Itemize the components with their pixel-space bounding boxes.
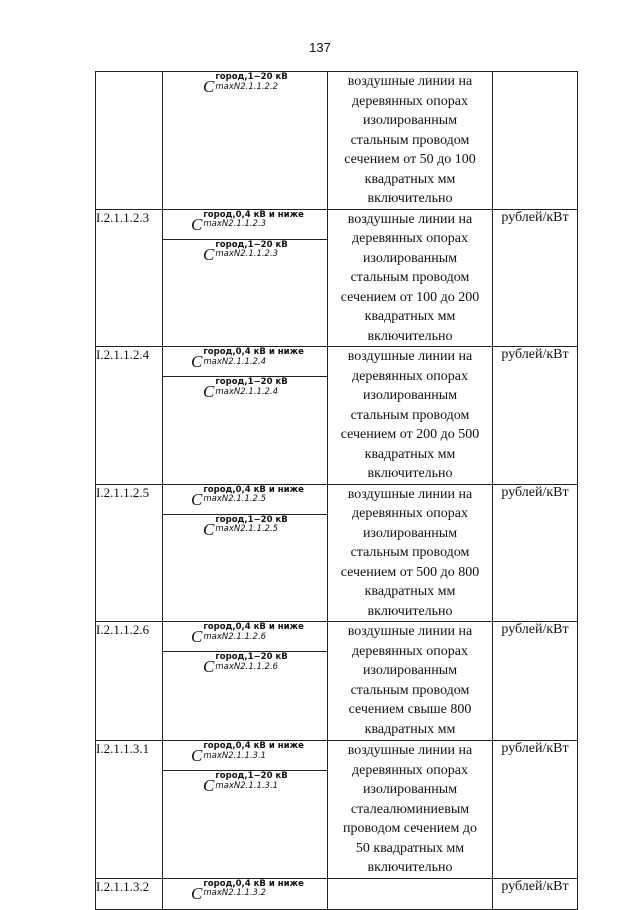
rate-symbol-letter: C [191, 214, 203, 234]
rate-symbol-letter: C [191, 883, 203, 903]
description-line: сечением от 200 до 500 [340, 427, 480, 442]
rate-symbols-cell [163, 741, 328, 879]
description-line: стальным проводом [350, 545, 470, 560]
description-line: деревянных опорах [351, 762, 468, 778]
line-description [328, 347, 493, 485]
rate-symbol-subscript: maxN2.1.1.2.3 [215, 249, 279, 259]
description-line: стальным проводом [350, 270, 470, 285]
description-line: квадратных мм [364, 721, 456, 737]
rate-symbol-superscript: город,0,4 кВ и ниже [203, 209, 304, 220]
unit-of-measure: рублей/кВт [493, 878, 578, 909]
rate-symbol [163, 741, 327, 771]
rate-symbol [163, 377, 327, 407]
rate-symbol [163, 347, 327, 377]
line-description [328, 72, 493, 210]
rate-symbol [163, 515, 327, 545]
rate-symbol-subscript: maxN2.1.1.3.1 [203, 750, 267, 761]
rate-symbol-letter: C [203, 776, 215, 795]
rate-symbol-subscript: maxN2.1.1.2.3 [203, 219, 267, 229]
rate-symbol-letter: C [191, 489, 203, 509]
rate-symbol-letter: C [203, 382, 215, 401]
description-line: сечением от 50 до 100 [344, 152, 476, 167]
page-number: 137 [309, 40, 331, 55]
row-code: I.2.1.1.3.2 [96, 878, 163, 909]
rate-symbol [163, 622, 327, 652]
description-line: сечением свыше 800 [348, 702, 472, 717]
rate-symbols-cell [163, 209, 328, 347]
table-row [96, 72, 578, 210]
description-line: 50 квадратных мм [355, 840, 465, 856]
description-line: изолированным [362, 782, 458, 797]
unit-of-measure: рублей/кВт [493, 741, 578, 879]
description-line: изолированным [362, 388, 458, 403]
row-code: I.2.1.1.2.3 [96, 209, 163, 347]
line-description [328, 622, 493, 741]
tariff-table-body [96, 72, 578, 910]
rate-symbols-cell [163, 347, 328, 485]
row-code: I.2.1.1.3.1 [96, 741, 163, 879]
description-line: изолированным [362, 525, 458, 541]
description-line: включительно [367, 603, 453, 619]
description-line: включительно [367, 860, 453, 875]
rate-symbol-subscript: maxN2.1.1.2.2 [215, 81, 279, 92]
description-line: стальным проводом [350, 407, 470, 423]
description-line: деревянных опорах [351, 643, 468, 659]
rate-symbol-superscript: город,1−20 кВ [215, 239, 288, 250]
rate-symbol-letter: C [203, 519, 215, 539]
description-line: квадратных мм [364, 446, 456, 462]
description-line: стальным проводом [350, 132, 470, 148]
rate-symbol-superscript: город,1−20 кВ [215, 72, 288, 82]
rate-symbols-cell [163, 72, 328, 210]
rate-symbol-superscript: город,1−20 кВ [215, 514, 288, 525]
rate-symbol [163, 210, 327, 240]
rate-symbol-subscript: maxN2.1.1.3.1 [215, 780, 279, 791]
unit-of-measure: рублей/кВт [493, 484, 578, 622]
line-description [328, 484, 493, 622]
rate-symbols-cell [163, 484, 328, 622]
unit-of-measure: рублей/кВт [493, 622, 578, 741]
description-line: воздушные линии на [347, 349, 473, 364]
rate-symbol-superscript: город,1−20 кВ [215, 377, 288, 387]
description-line: сталеалюминиевым [350, 801, 470, 817]
table-row [96, 878, 578, 909]
row-code: I.2.1.1.2.6 [96, 622, 163, 741]
description-line: квадратных мм [364, 171, 456, 187]
description-line: воздушные линии на [347, 74, 473, 89]
description-line: изолированным [362, 250, 458, 266]
rate-symbol-superscript: город,0,4 кВ и ниже [203, 622, 304, 632]
description-line: воздушные линии на [347, 211, 473, 227]
rate-symbol [163, 72, 327, 102]
rate-symbol-letter: C [203, 77, 215, 96]
line-description [328, 209, 493, 347]
rate-symbol-letter: C [191, 746, 203, 765]
description-line: деревянных опорах [351, 231, 468, 246]
rate-symbol-subscript: maxN2.1.1.2.5 [203, 494, 267, 504]
table-row [96, 622, 578, 741]
rate-symbol-superscript: город,0,4 кВ и ниже [203, 484, 304, 495]
description-line: включительно [367, 466, 453, 481]
rate-symbol-subscript: maxN2.1.1.2.6 [215, 661, 279, 672]
rate-symbol-letter: C [191, 627, 203, 646]
description-line: квадратных мм [364, 309, 456, 324]
description-line: сечением от 100 до 200 [340, 289, 480, 305]
rate-symbol [163, 879, 327, 909]
rate-symbol-letter: C [191, 352, 203, 371]
rate-symbols-cell [163, 622, 328, 741]
rate-symbol [163, 240, 327, 270]
rate-symbol-letter: C [203, 244, 215, 264]
row-code: I.2.1.1.2.4 [96, 347, 163, 485]
description-line: деревянных опорах [351, 368, 468, 384]
rate-symbol-subscript: maxN2.1.1.2.4 [203, 356, 267, 367]
rate-symbol-superscript: город,0,4 кВ и ниже [203, 878, 304, 889]
description-line: изолированным [362, 663, 458, 678]
row-code: I.2.1.1.2.5 [96, 484, 163, 622]
rate-symbol-superscript: город,0,4 кВ и ниже [203, 347, 304, 357]
rate-symbol [163, 485, 327, 515]
rate-symbol [163, 771, 327, 801]
description-line: стальным проводом [350, 682, 470, 698]
rate-symbol-subscript: maxN2.1.1.2.4 [215, 386, 279, 397]
table-row [96, 484, 578, 622]
rate-symbol-subscript: maxN2.1.1.3.2 [203, 888, 267, 898]
tariff-table [95, 71, 578, 910]
rate-symbol-superscript: город,1−20 кВ [215, 771, 288, 781]
rate-symbol-superscript: город,0,4 кВ и ниже [203, 741, 304, 751]
unit-of-measure [493, 72, 578, 210]
line-description [328, 741, 493, 879]
rate-symbol-subscript: maxN2.1.1.2.5 [215, 524, 279, 534]
description-line: квадратных мм [364, 584, 456, 599]
table-row [96, 741, 578, 879]
rate-symbol-subscript: maxN2.1.1.2.6 [203, 631, 267, 642]
rate-symbol [163, 652, 327, 682]
rate-symbols-cell [163, 878, 328, 909]
table-row [96, 347, 578, 485]
description-line: воздушные линии на [347, 624, 473, 639]
unit-of-measure: рублей/кВт [493, 209, 578, 347]
description-line: деревянных опорах [351, 93, 468, 109]
unit-of-measure: рублей/кВт [493, 347, 578, 485]
table-row [96, 209, 578, 347]
description-line: деревянных опорах [351, 506, 468, 521]
description-line: включительно [367, 328, 453, 344]
description-line: воздушные линии на [347, 486, 473, 502]
row-code [96, 72, 163, 210]
line-description [328, 878, 493, 909]
description-line: изолированным [362, 113, 458, 128]
rate-symbol-superscript: город,1−20 кВ [215, 652, 288, 662]
rate-symbol-letter: C [203, 657, 215, 676]
description-line: включительно [367, 191, 453, 206]
description-line: сечением от 500 до 800 [340, 564, 480, 580]
description-line: проводом сечением до [342, 821, 477, 836]
description-line: воздушные линии на [347, 743, 473, 758]
